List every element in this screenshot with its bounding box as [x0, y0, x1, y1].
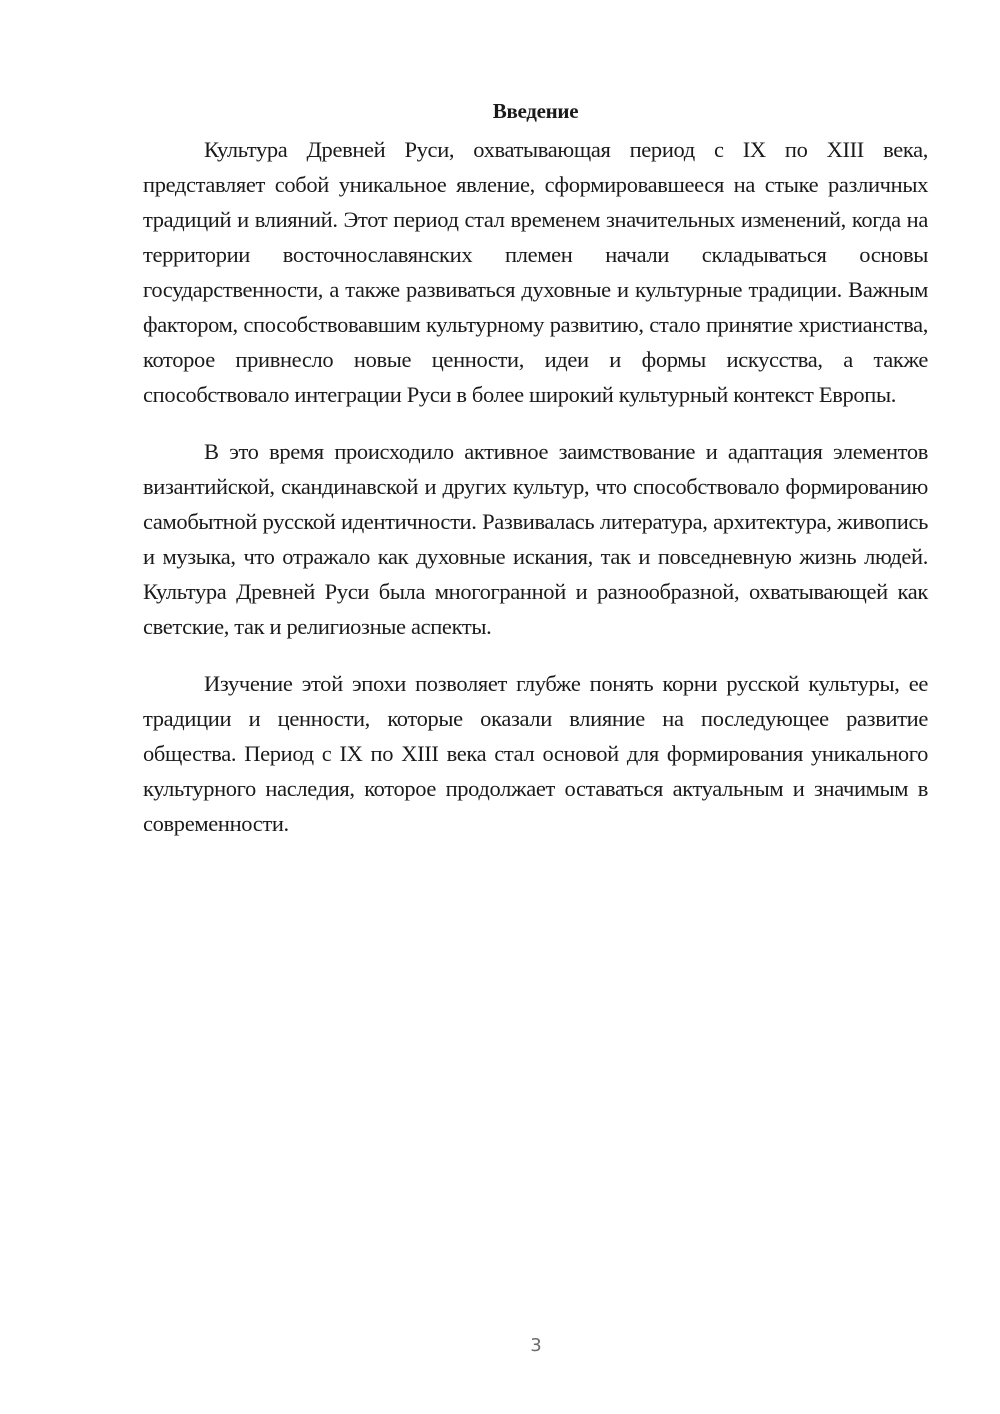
page-content: [143, 96, 928, 863]
section-title: Введение: [492, 99, 579, 123]
paragraph-3: Изучение этой эпохи позволяет глубже понять корни русской культуры, ее традиции и ценности, которые оказали влияние на последующее развитие общества. Период с IX по XIII века стал основой для формирования уникального культурного наследия, которое продолжает оставаться актуальным и значимым в современности.: [143, 671, 928, 836]
paragraph-2: В это время происходило активное заимствование и адаптация элементов византийской, скандинавской и других культур, что способствовало формированию самобытной русской идентичности. Развивалась литература, архитектура, живопись и музыка, что отражало как духовные искания, так и повседневную жизнь людей. Культура Древней Руси была многогранной и разнообразной, охватывающей как светские, так и религиозные аспекты.: [143, 439, 928, 639]
paragraph-1: Культура Древней Руси, охватывающая период с IX по XIII века, представляет собой уникальное явление, сформировавшееся на стыке различных традиций и влияний. Этот период стал временем значительных изменений, когда на территории восточнославянских племен начали складываться основы государственности, а также развиваться духовные и культурные традиции. Важным фактором, способствовавшим культурному развитию, стало принятие христианства, которое привнесло новые ценности, идеи и формы искусства, а также способствовало интеграции Руси в более широкий культурный контекст Европы.: [143, 137, 928, 407]
page-number: 3: [530, 1335, 542, 1356]
